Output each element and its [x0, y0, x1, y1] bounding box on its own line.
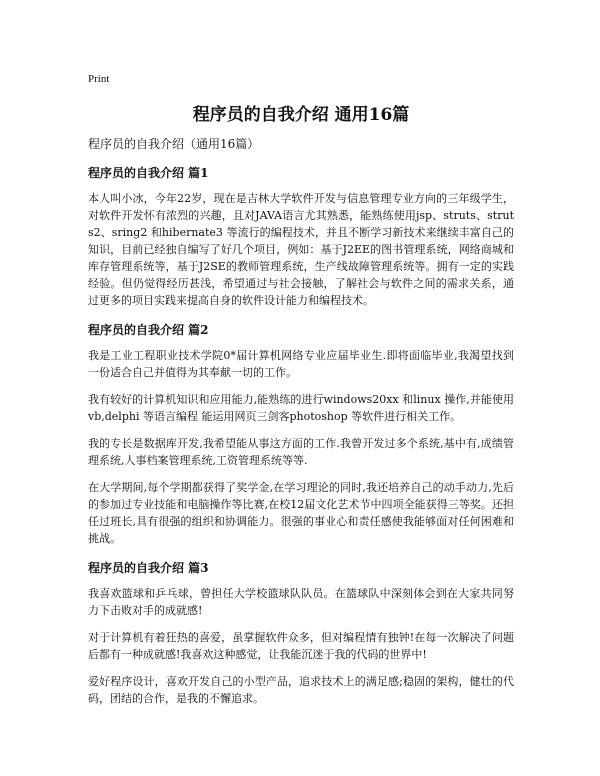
- paragraph: 爱好程序设计，喜欢开发自己的小型产品，追求技术上的满足感;稳固的架构，健壮的代码，团结的合作，是我的不懈追求。: [88, 675, 514, 705]
- paragraph: 在大学期间,每个学期都获得了奖学金,在学习理论的同时,我还培养自己的动手动力,先后的参加过专业技能和电脑操作等比赛,在校12届文化艺术节中四项全能获得三等奖。还担任过班长,具有很强的组织和协调能力。很强的事业心和责任感使我能够面对任何困难和挑战。: [88, 481, 514, 545]
- paragraph: 我有较好的计算机知识和应用能力,能熟练的进行windows20xx 和linux 操作,并能使用vb,delphi 等语言编程 能运用网页三剑客photoshop 等软件进行相关工作。: [88, 393, 514, 423]
- paragraph: 对于计算机有着狂热的喜爱，虽掌握软件众多，但对编程情有独钟!在每一次解决了问题后都有一种成就感!我喜欢这种感觉，让我能沉迷于我的代码的世界中!: [88, 631, 514, 661]
- section-heading: 程序员的自我介绍 篇2: [88, 323, 209, 337]
- print-label: Print: [88, 73, 110, 85]
- section-heading: 程序员的自我介绍 篇3: [88, 561, 209, 575]
- section-2: [88, 322, 514, 547]
- document-title: 程序员的自我介绍 通用16篇: [192, 105, 410, 125]
- document-subtitle: 程序员的自我介绍（通用16篇）: [88, 137, 260, 151]
- paragraph: 我是工业工程职业技术学院0*届计算机网络专业应届毕业生.即将面临毕业,我渴望找到一份适合自己并值得为其奉献一切的工作。: [88, 349, 514, 379]
- section-1: [88, 165, 514, 309]
- section-heading: 程序员的自我介绍 篇1: [88, 166, 209, 180]
- paragraph: 我喜欢篮球和乒乓球，曾担任大学校篮球队队员。在篮球队中深刻体会到在大家共同努力下击败对手的成就感!: [88, 587, 514, 617]
- document-page: [88, 60, 514, 707]
- paragraph: 我的专长是数据库开发,我希望能从事这方面的工作.我曾开发过多个系统,基中有,成绩管理系统,人事档案管理系统,工资管理系统等等.: [88, 437, 514, 467]
- paragraph: 本人叫小冰，今年22岁，现在是吉林大学软件开发与信息管理专业方向的三年级学生，对软件开发怀有浓烈的兴趣，且对JAVA语言尤其熟悉，能熟练使用jsp、struts、struts2、sring2 和hibernate3 等流行的编程技术，并且不断学习新技术来继续丰富自己的知识，目前已经独自编写了好几个项目，例如：基于J2EE的图书管理系统，网络商城和库存管理系统等，基于J2SE的教师管理系统，生产线故障管理系统等。拥有一定的实践经验。但仍觉得经历甚浅，希望通过与社会接触，了解社会与软件之间的需求关系，通过更多的项目实践来提高自身的软件设计能力和编程技术。: [88, 192, 514, 307]
- section-3: [88, 560, 514, 707]
